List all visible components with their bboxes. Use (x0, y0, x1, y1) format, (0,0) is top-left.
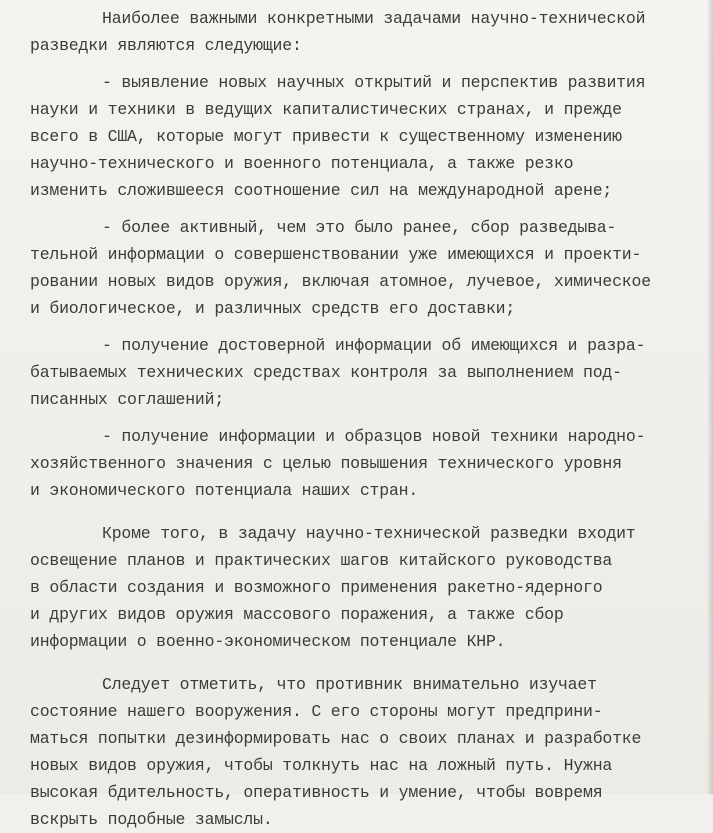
paragraph-3 (30, 671, 700, 833)
list-item-1 (30, 69, 700, 204)
text-line: Следует отметить, что противник внимательно изучает (102, 675, 597, 694)
text-line: - более активный, чем это было ранее, сбор разведыва- (102, 218, 617, 237)
text-line: Кроме того, в задачу научно-технической разведки входит (102, 524, 636, 543)
text-line: изменить сложившееся соотношение сил на международной арене; (30, 181, 613, 200)
list-item-2 (30, 214, 700, 322)
list-item-3 (30, 332, 700, 413)
text-line: информации о военно-экономическом потенциале КНР. (30, 632, 506, 651)
text-line: разведки являются следующие: (30, 36, 302, 55)
text-line: ровании новых видов оружия, включая атомное, лучевое, химическое (30, 272, 651, 291)
text-line: - получение достоверной информации об имеющихся и разра- (102, 336, 646, 355)
text-line: батываемых технических средствах контроля за выполнением под- (30, 363, 622, 382)
text-line: и биологическое, и различных средств его доставки; (30, 299, 516, 318)
text-line: научно-технического и военного потенциала, а также резко (30, 154, 574, 173)
text-line: состояние нашего вооружения. С его стороны могут предприни- (30, 702, 603, 721)
text-line: науки и техники в ведущих капиталистических странах, и прежде (30, 100, 622, 119)
text-line: и экономического потенциала наших стран. (30, 481, 419, 500)
text-line: хозяйственного значения с целью повышения технического уровня (30, 454, 622, 473)
text-line: маться попытки дезинформировать нас о своих планах и разработке (30, 729, 642, 748)
text-line: новых видов оружия, чтобы толкнуть нас на ложный путь. Нужна (30, 756, 613, 775)
list-item-4 (30, 423, 700, 504)
text-line: писанных соглашений; (30, 390, 225, 409)
text-line: и других видов оружия массового поражения, а также сбор (30, 605, 564, 624)
text-line: тельной информации о совершенствовании уже имеющихся и проекти- (30, 245, 642, 264)
document-body (30, 5, 700, 833)
text-line: в области создания и возможного применения ракетно-ядерного (30, 578, 603, 597)
text-line: - выявление новых научных открытий и перспектив развития (102, 73, 646, 92)
text-line: освещение планов и практических шагов китайского руководства (30, 551, 613, 570)
text-line: - получение информации и образцов новой техники народно- (102, 427, 646, 446)
text-line: Наиболее важными конкретными задачами научно-технической (102, 9, 646, 28)
intro-paragraph (30, 5, 700, 59)
page-edge-shadow (707, 0, 713, 794)
text-line: всего в США, которые могут привести к существенному изменению (30, 127, 622, 146)
text-line: высокая бдительность, оперативность и умение, чтобы вовремя (30, 783, 603, 802)
text-line: вскрыть подобные замыслы. (30, 810, 273, 829)
paragraph-2 (30, 520, 700, 655)
